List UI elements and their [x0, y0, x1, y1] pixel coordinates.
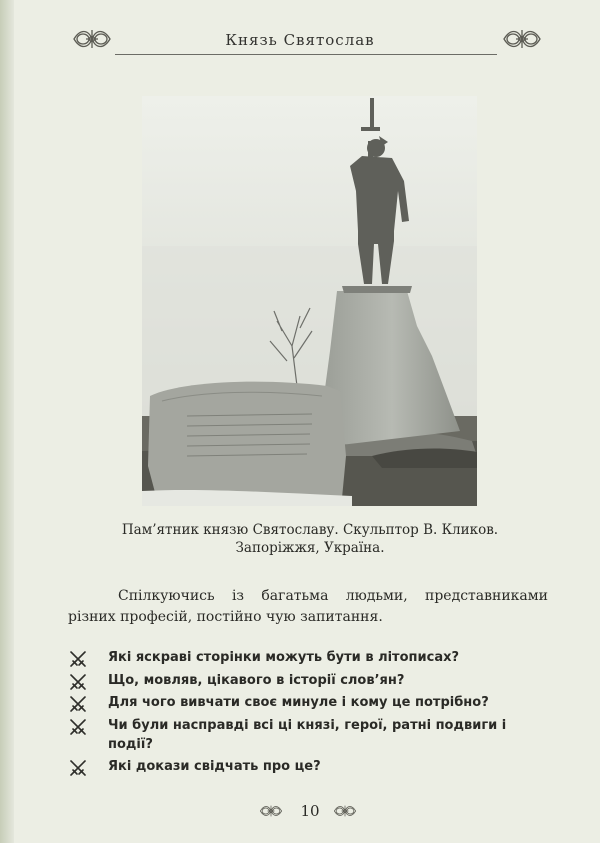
- celtic-knot-icon: [258, 800, 284, 822]
- page-number: 10: [300, 802, 320, 820]
- monument-photo: [142, 96, 477, 506]
- question-item: [68, 693, 548, 712]
- question-text: Для чого вивчати своє минуле і кому це потрібно?: [108, 695, 489, 710]
- figure-caption: [100, 521, 520, 557]
- caption-line: Запоріжжя, Україна.: [235, 540, 385, 556]
- crossed-swords-icon: [68, 695, 88, 713]
- celtic-knot-icon: [70, 26, 114, 52]
- caption-line: Пам’ятник князю Святославу. Скульптор В. Кликов.: [121, 522, 499, 538]
- celtic-knot-icon: [500, 26, 544, 52]
- question-list: [68, 648, 548, 780]
- header-rule: [115, 54, 497, 55]
- question-item: [68, 671, 548, 690]
- question-text: Що, мовляв, цікавого в історії слов’ян?: [108, 672, 405, 688]
- crossed-swords-icon: [68, 650, 88, 668]
- crossed-swords-icon: [68, 759, 88, 777]
- question-item: [68, 716, 548, 754]
- running-title: Князь Святослав: [225, 31, 375, 49]
- body-paragraph: Спілкуючись із багатьма людьми, представниками різних професій, постійно чую запитання.: [68, 588, 548, 625]
- question-text: Які яскраві сторінки можуть бути в літописах?: [108, 650, 460, 665]
- question-text: Чи були насправді всі ці князі, герої, ратні подвиги і події?: [108, 717, 507, 752]
- question-text: Які докази свідчать про це?: [108, 759, 321, 774]
- page-header: [0, 0, 600, 70]
- question-item: [68, 757, 548, 776]
- page-edge: [0, 0, 14, 843]
- crossed-swords-icon: [68, 673, 88, 691]
- celtic-knot-icon: [332, 800, 358, 822]
- crossed-swords-icon: [68, 718, 88, 736]
- question-item: [68, 648, 548, 667]
